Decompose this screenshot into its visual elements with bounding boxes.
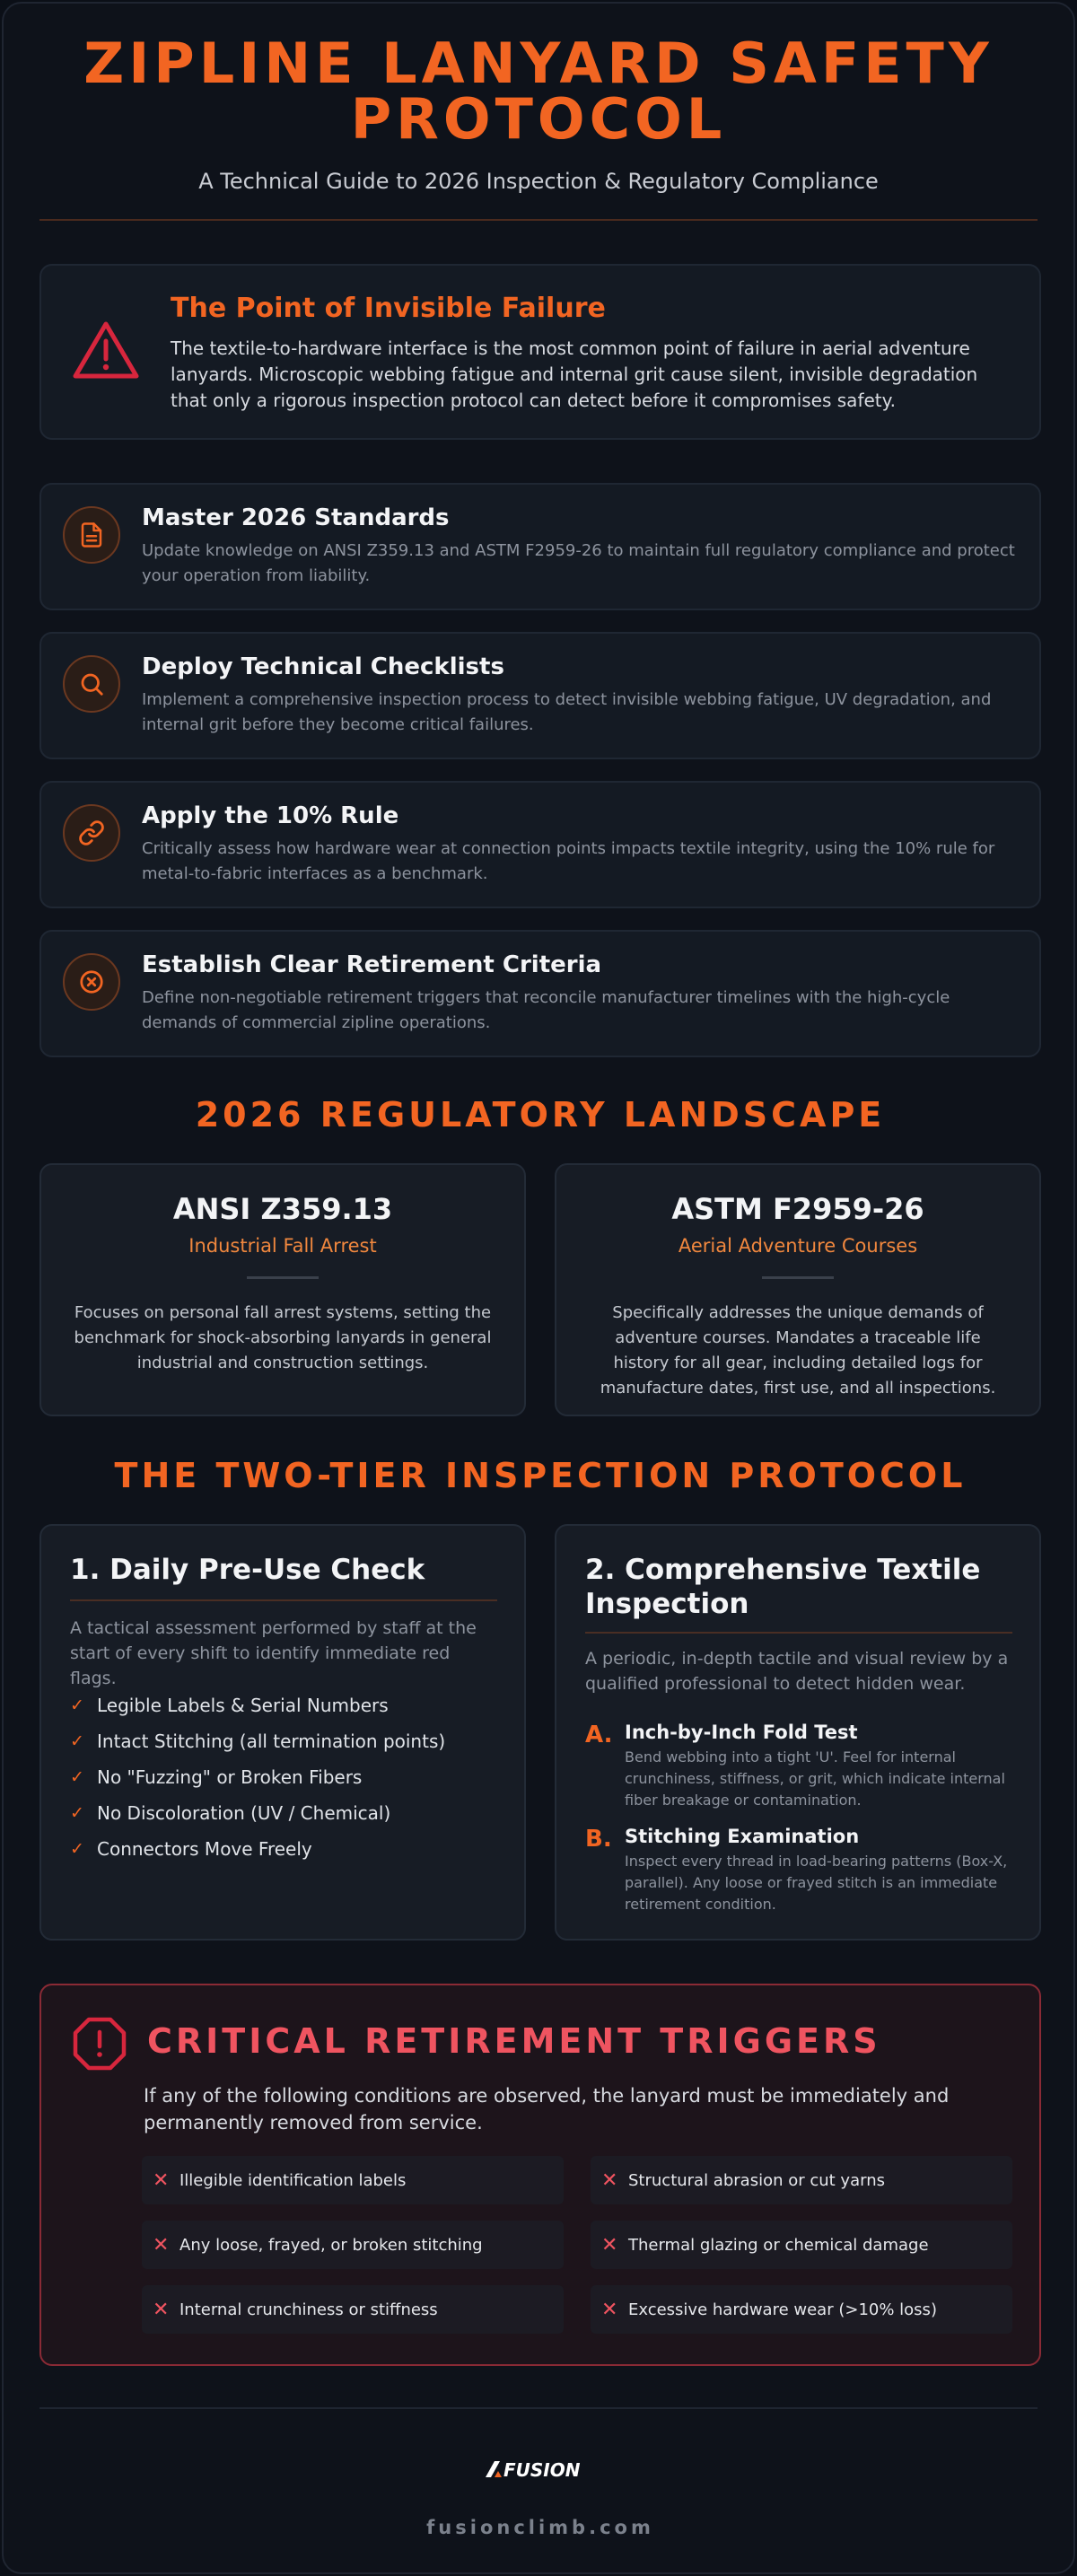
check-icon: ✓ [70, 1839, 84, 1859]
x-circle-icon [63, 953, 120, 1011]
trigger-item: ✕ Internal crunchiness or stiffness [142, 2285, 564, 2334]
feature-card-ten-percent-rule [39, 781, 1041, 908]
standard-divider [762, 1276, 834, 1279]
x-mark-icon: ✕ [601, 2233, 618, 2256]
step-text: Bend webbing into a tight 'U'. Feel for internal crunchiness, stiffness, or grit, which indicate internal fiber breakage or contamination. [625, 1748, 1005, 1809]
checklist-item: ✓ No Discoloration (UV / Chemical) [70, 1802, 391, 1824]
standard-name: ANSI Z359.13 [172, 1192, 393, 1226]
standard-divider [247, 1276, 319, 1279]
checklist-item: ✓ No "Fuzzing" or Broken Fibers [70, 1766, 363, 1788]
document-icon [63, 506, 120, 564]
x-mark-icon: ✕ [601, 2298, 618, 2321]
standard-card-astm [555, 1163, 1041, 1416]
comprehensive-inspection-card [555, 1524, 1041, 1941]
trigger-item: ✕ Illegible identification labels [142, 2156, 564, 2204]
retirement-title: CRITICAL RETIREMENT TRIGGERS [147, 2021, 881, 2061]
alert-title: The Point of Invisible Failure [171, 293, 606, 324]
step-title: Stitching Examination [625, 1826, 860, 1847]
alert-octagon-icon [72, 2016, 127, 2072]
inspection-step-stitching [585, 1826, 1016, 1915]
check-icon: ✓ [70, 1695, 84, 1715]
feature-title: Deploy Technical Checklists [142, 653, 504, 680]
infographic-page [2, 2, 1075, 2574]
standard-subtitle: Industrial Fall Arrest [188, 1235, 377, 1257]
check-icon: ✓ [70, 1731, 84, 1751]
feature-title: Establish Clear Retirement Criteria [142, 951, 602, 978]
fusion-logo[interactable] [4, 2456, 1075, 2486]
check-icon: ✓ [70, 1767, 84, 1787]
trigger-item: ✕ Thermal glazing or chemical damage [591, 2221, 1012, 2269]
daily-checklist [70, 1687, 445, 1867]
alert-text: The textile-to-hardware interface is the most common point of failure in aerial adventure lanyards. Microscopic webbing fatigue and internal grit cause silent, invisible degradation that only a rigorous inspection protocol can detect before it compromises safety. [171, 337, 978, 411]
step-title: Inch-by-Inch Fold Test [625, 1722, 858, 1743]
warning-triangle-icon [72, 320, 140, 381]
svg-text:FUSION: FUSION [503, 2459, 581, 2481]
invisible-failure-card [39, 264, 1041, 440]
retirement-triggers-card [39, 1984, 1041, 2366]
header-divider [39, 219, 1038, 221]
step-text: Inspect every thread in load-bearing patterns (Box-X, parallel). Any loose or frayed stitch is an immediate retirement condition. [625, 1853, 1008, 1913]
feature-card-retirement-criteria [39, 930, 1041, 1057]
feature-text: Implement a comprehensive inspection process to detect invisible webbing fatigue, UV degradation, and internal grit before they become critical failures. [142, 690, 992, 734]
title-line-2: PROTOCOL [350, 86, 727, 152]
daily-check-description: A tactical assessment performed by staff at the start of every shift to identify immediate red flags. [70, 1618, 477, 1688]
search-icon [63, 655, 120, 713]
feature-title: Master 2026 Standards [142, 504, 450, 531]
feature-card-standards [39, 483, 1041, 610]
standard-card-ansi [39, 1163, 526, 1416]
protocol-section-title: THE TWO-TIER INSPECTION PROTOCOL [114, 1456, 967, 1495]
standard-text: Specifically addresses the unique demands of adventure courses. Mandates a traceable life history for all gear, including detailed logs for manufacture dates, first use, and all inspections. [600, 1303, 996, 1398]
daily-check-title: 1. Daily Pre-Use Check [70, 1554, 425, 1586]
trigger-item: ✕ Excessive hardware wear (>10% loss) [591, 2285, 1012, 2334]
feature-text: Define non-negotiable retirement triggers that reconcile manufacturer timelines with the high-cycle demands of commercial zipline operations. [142, 988, 950, 1032]
check-icon: ✓ [70, 1803, 84, 1823]
footer-divider [39, 2407, 1038, 2409]
comprehensive-description: A periodic, in-depth tactile and visual review by a qualified professional to detect hidden wear. [585, 1649, 1009, 1694]
page-title [4, 31, 1073, 152]
title-line-1: ZIPLINE LANYARD SAFETY [83, 31, 994, 96]
link-icon [63, 804, 120, 862]
feature-text: Critically assess how hardware wear at connection points impacts textile integrity, using the 10% rule for metal-to-fabric interfaces as a benchmark. [142, 839, 995, 883]
comprehensive-title: 2. Comprehensive Textile Inspection [585, 1554, 981, 1620]
step-letter: B. [585, 1826, 612, 1853]
standard-name: ASTM F2959-26 [671, 1192, 924, 1226]
checklist-item: ✓ Intact Stitching (all termination points) [70, 1730, 446, 1752]
footer-domain[interactable]: fusionclimb.com [426, 2517, 654, 2538]
regulatory-section-title: 2026 REGULATORY LANDSCAPE [195, 1095, 886, 1135]
feature-card-checklists [39, 632, 1041, 759]
x-mark-icon: ✕ [153, 2169, 170, 2192]
header [4, 4, 1073, 194]
x-mark-icon: ✕ [153, 2298, 170, 2321]
standard-subtitle: Aerial Adventure Courses [678, 1235, 918, 1257]
page-subtitle: A Technical Guide to 2026 Inspection & Regulatory Compliance [198, 169, 879, 194]
x-mark-icon: ✕ [153, 2233, 170, 2256]
feature-title: Apply the 10% Rule [142, 802, 399, 829]
x-mark-icon: ✕ [601, 2169, 618, 2192]
inspection-step-fold-test [585, 1722, 1016, 1811]
standard-text: Focuses on personal fall arrest systems, setting the benchmark for shock-absorbing lanyards in general industrial and construction settings. [74, 1303, 492, 1372]
comprehensive-divider [585, 1632, 1012, 1634]
retirement-text: If any of the following conditions are observed, the lanyard must be immediately and permanently removed from service. [144, 2085, 950, 2134]
feature-text: Update knowledge on ANSI Z359.13 and ASTM F2959-26 to maintain full regulatory compliance and protect your operation from liability. [142, 541, 1015, 585]
checklist-item: ✓ Connectors Move Freely [70, 1838, 312, 1860]
daily-check-divider [70, 1599, 497, 1601]
fusion-logo-mark [482, 2456, 599, 2483]
checklist-item: ✓ Legible Labels & Serial Numbers [70, 1695, 389, 1716]
trigger-item: ✕ Structural abrasion or cut yarns [591, 2156, 1012, 2204]
trigger-item: ✕ Any loose, frayed, or broken stitching [142, 2221, 564, 2269]
daily-check-card [39, 1524, 526, 1941]
step-letter: A. [585, 1722, 613, 1748]
